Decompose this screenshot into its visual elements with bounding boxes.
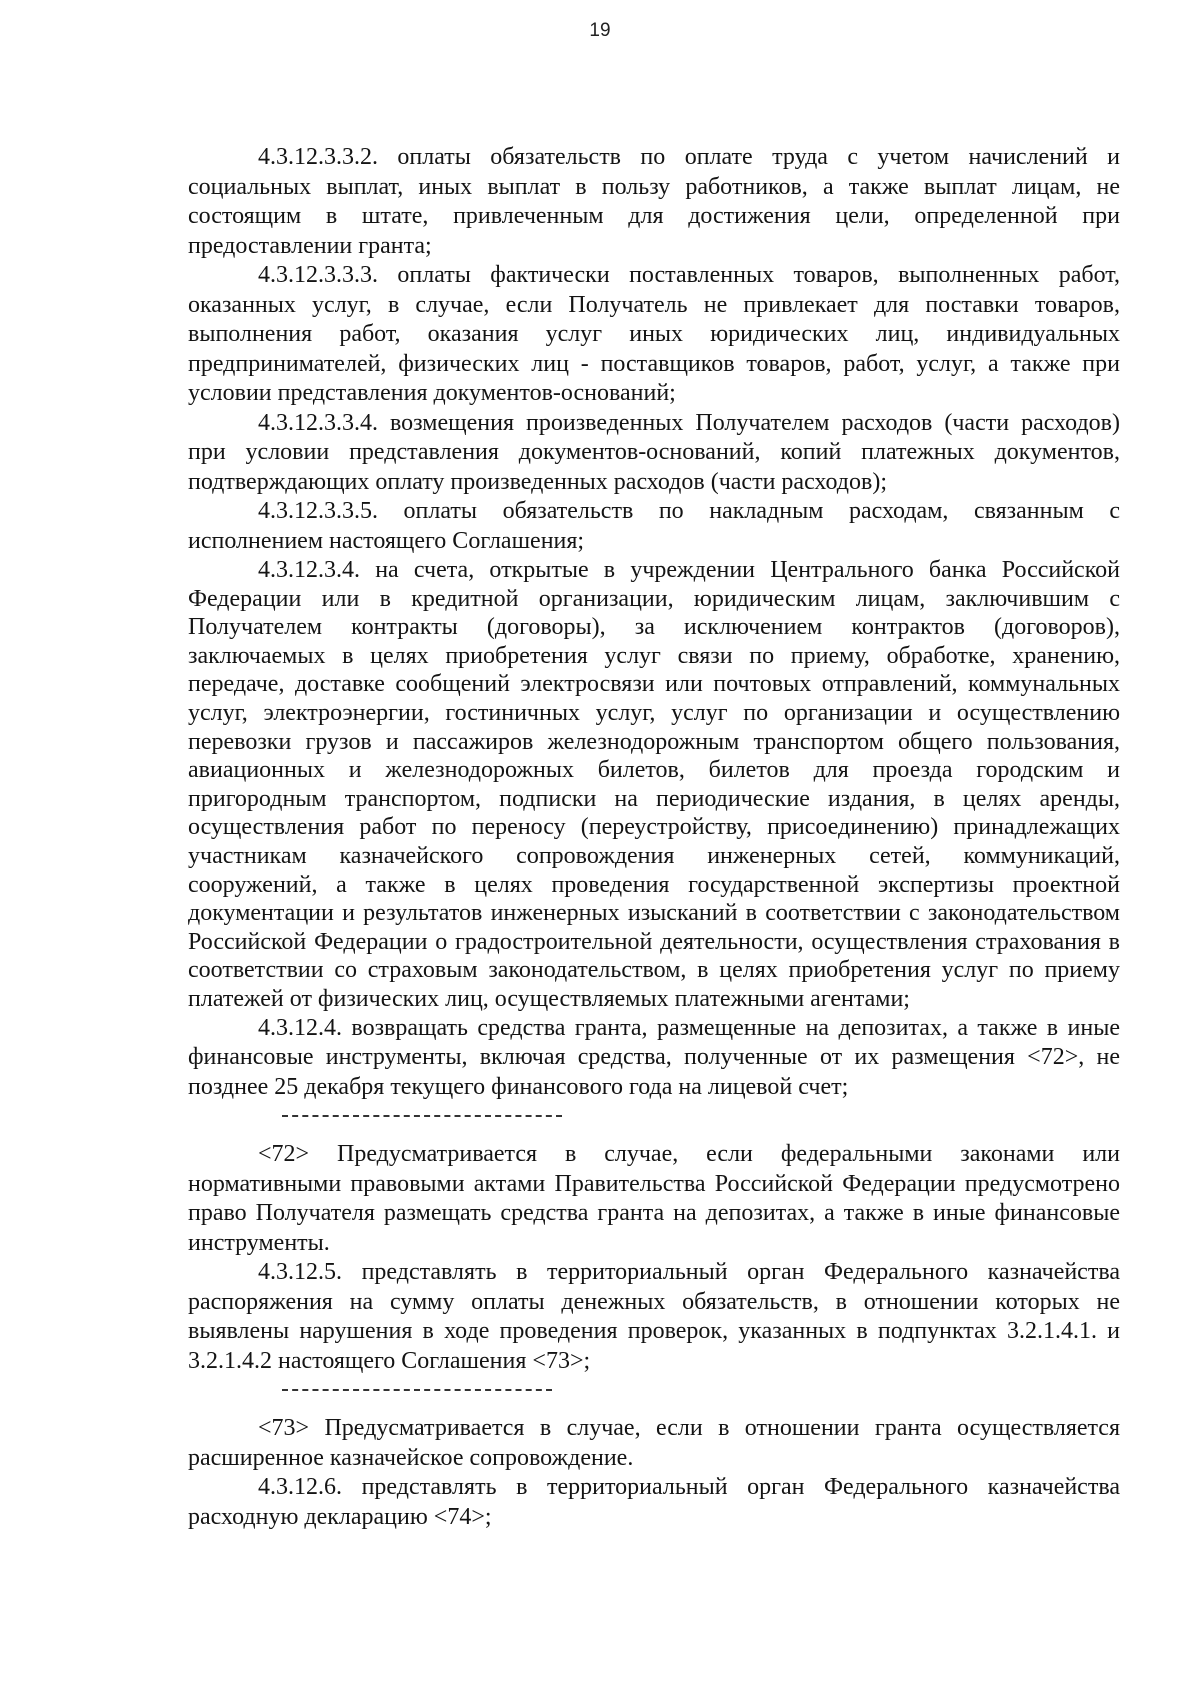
paragraph-4-3-12-4: 4.3.12.4. возвращать средства гранта, размещенные на депозитах, а также в иные финансовые инструменты, включая средства, полученные от их размещения <72>, не позднее 25 декабря текущего финансового года на лицевой счет; xyxy=(188,1014,1120,1100)
footnote-separator xyxy=(282,1115,562,1117)
paragraph-4-3-12-3-3-4: 4.3.12.3.3.4. возмещения произведенных Получателем расходов (части расходов) при условии представления документов-оснований, копий платежных документов, подтверждающих оплату произведенных расходов (части расходов); xyxy=(188,409,1120,495)
paragraph-4-3-12-6: 4.3.12.6. представлять в территориальный орган Федерального казначейства расходную декларацию <74>; xyxy=(188,1474,1120,1530)
paragraph-4-3-12-3-4: 4.3.12.3.4. на счета, открытые в учреждении Центрального банка Российской Федерации или в кредитной организации, юридическим лицам, заключившим с Получателем контракты (договоры), за исключением контрактов (договоров), заключаемых в целях приобретения услуг связи по приему, обработке, хранению, передаче, доставке сообщений электросвязи или почтовых отправлений, коммунальных услуг, электроэнергии, гостиничных услуг, услуг по организации и осуществлению перевозки грузов и пассажиров железнодорожным транспортом общего пользования, авиационных и железнодорожных билетов, билетов для проезда городским и пригородным транспортом, подписки на периодические издания, в целях аренды, осуществления работ по переносу (переустройству, присоединению) принадлежащих участникам казначейского сопровождения инженерных сетей, коммуникаций, сооружений, а также в целях проведения государственной экспертизы проектной документации и результатов инженерных изысканий в соответствии с законодательством Российской Федерации о градостроительной деятельности, осуществления страхования в соответствии со страховым законодательством, в целях приобретения услуг по приему платежей от физических лиц, осуществляемых платежными агентами; xyxy=(188,557,1120,1012)
footnote-73: <73> Предусматривается в случае, если в отношении гранта осуществляется расширенное казначейское сопровождение. xyxy=(188,1415,1120,1471)
paragraph-4-3-12-5: 4.3.12.5. представлять в территориальный орган Федерального казначейства распоряжения на сумму оплаты денежных обязательств, в отношении которых не выявлены нарушения в ходе проведения проверок, указанных в подпунктах 3.2.1.4.1. и 3.2.1.4.2 настоящего Соглашения <73>; xyxy=(188,1259,1120,1374)
paragraph-4-3-12-3-3-2: 4.3.12.3.3.2. оплаты обязательств по оплате труда с учетом начислений и социальных выплат, иных выплат в пользу работников, а также выплат лицам, не состоящим в штате, привлеченным для достижения цели, определенной при предоставлении гранта; xyxy=(188,144,1120,259)
page-number: 19 xyxy=(589,20,611,41)
footnote-72: <72> Предусматривается в случае, если федеральными законами или нормативными правовыми актами Правительства Российской Федерации предусмотрено право Получателя размещать средства гранта на депозитах, а также в иные финансовые инструменты. xyxy=(188,1141,1120,1256)
document-body xyxy=(188,143,1120,1532)
footnote-separator xyxy=(282,1389,552,1391)
paragraph-4-3-12-3-3-5: 4.3.12.3.3.5. оплаты обязательств по накладным расходам, связанным с исполнением настоящего Соглашения; xyxy=(188,498,1120,554)
paragraph-4-3-12-3-3-3: 4.3.12.3.3.3. оплаты фактически поставленных товаров, выполненных работ, оказанных услуг, в случае, если Получатель не привлекает для поставки товаров, выполнения работ, оказания услуг иных юридических лиц, индивидуальных предпринимателей, физических лиц - поставщиков товаров, работ, услуг, а также при условии представления документов-оснований; xyxy=(188,262,1120,406)
